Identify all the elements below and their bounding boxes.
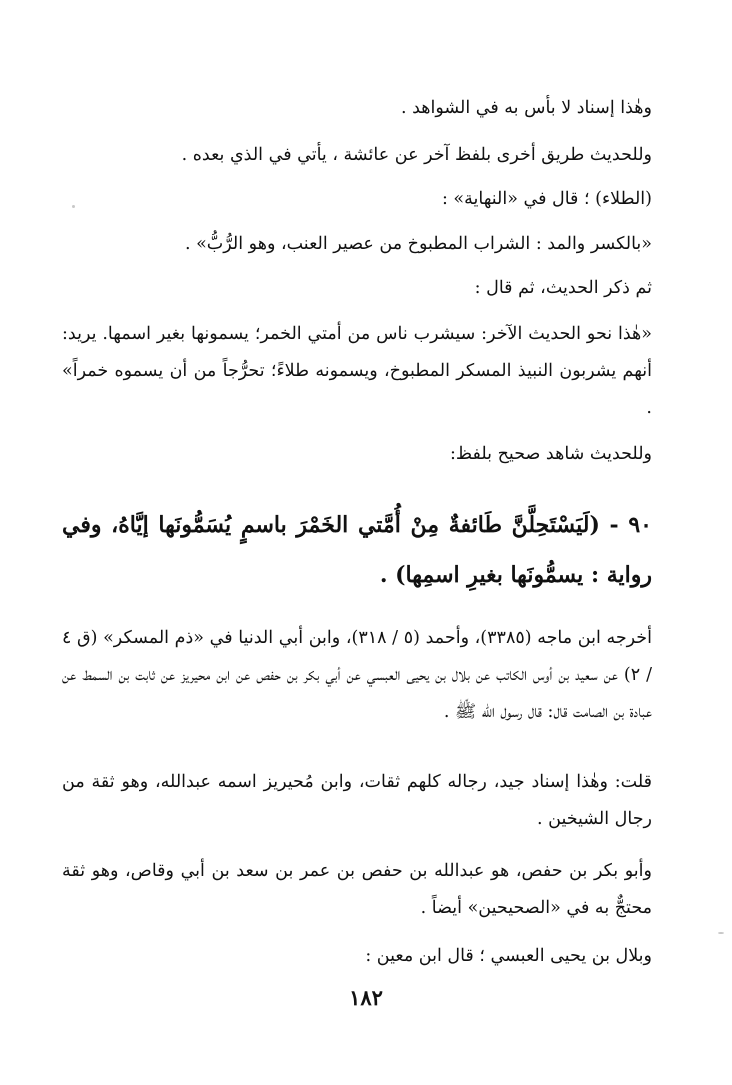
hadith-heading: ٩٠ - (لَيَسْتَحِلَّنَّ طَائفةٌ مِنْ أُمَّتي الخَمْرَ باسمٍ يُسَمُّونَها إيَّاهُ، وفي رواية : يسمُّونَها بغيرِ اسمِها) . [62, 512, 652, 588]
scan-speck [72, 205, 75, 208]
paragraph-tila-definition-intro: (الطلاء) ؛ قال في «النهاية» : [441, 189, 652, 209]
paragraph-isnad-note: وهٰذا إسناد لا بأس به في الشواهد . [400, 98, 652, 118]
paragraph-explanation-quote: «هٰذا نحو الحديث الآخر: سيشرب ناس من أمتي الخمر؛ يسمونها بغير اسمها. يريد: أنهم يشربون النبيذ المسكر المطبوخ، ويسمونه طلاءً؛ تحرُّجاً من أن يسموه خمراً» . [62, 324, 652, 418]
paragraph-nihaya-quote: «بالكسر والمد : الشراب المطبوخ من عصير العنب، وهو الرُّبُّ» . [184, 234, 652, 254]
paragraph-isnad-grading: قلت: وهٰذا إسناد جيد، رجاله كلهم ثقات، وابن مُحيريز اسمه عبدالله، وهو ثقة من رجال الشيخين . [62, 772, 652, 829]
paragraph-then-said: ثم ذكر الحديث، ثم قال : [474, 278, 652, 298]
paragraph-bilal-bin-yahya: وبلال بن يحيى العبسي ؛ قال ابن معين : [365, 946, 652, 966]
page-number: ١٨٢ [349, 985, 383, 1010]
paragraph-other-route: وللحديث طريق أخرى بلفظ آخر عن عائشة ، يأتي في الذي بعده . [181, 145, 652, 165]
scan-speck [718, 932, 724, 934]
paragraph-witness-intro: وللحديث شاهد صحيح بلفظ: [450, 444, 652, 464]
paragraph-abu-bakr-bin-hafs: وأبو بكر بن حفص، هو عبدالله بن حفص بن عمر بن سعد بن أبي وقاص، وهو ثقة محتجٌّ به في «الصحيحين» أيضاً . [62, 861, 652, 918]
paragraph-takhrij: أخرجه ابن ماجه (٣٣٨٥)، وأحمد (٥ / ٣١٨)، وابن أبي الدنيا في «ذم المسكر» (ق ٤ / ٢) عن سعيد بن أوس الكاتب عن بلال بن يحيى العبسي عن أبي بكر بن حفص عن ابن محيريز عن ثابت بن السمط عن عبادة بن الصامت قال: قال رسول الله ﷺ . [62, 628, 652, 722]
